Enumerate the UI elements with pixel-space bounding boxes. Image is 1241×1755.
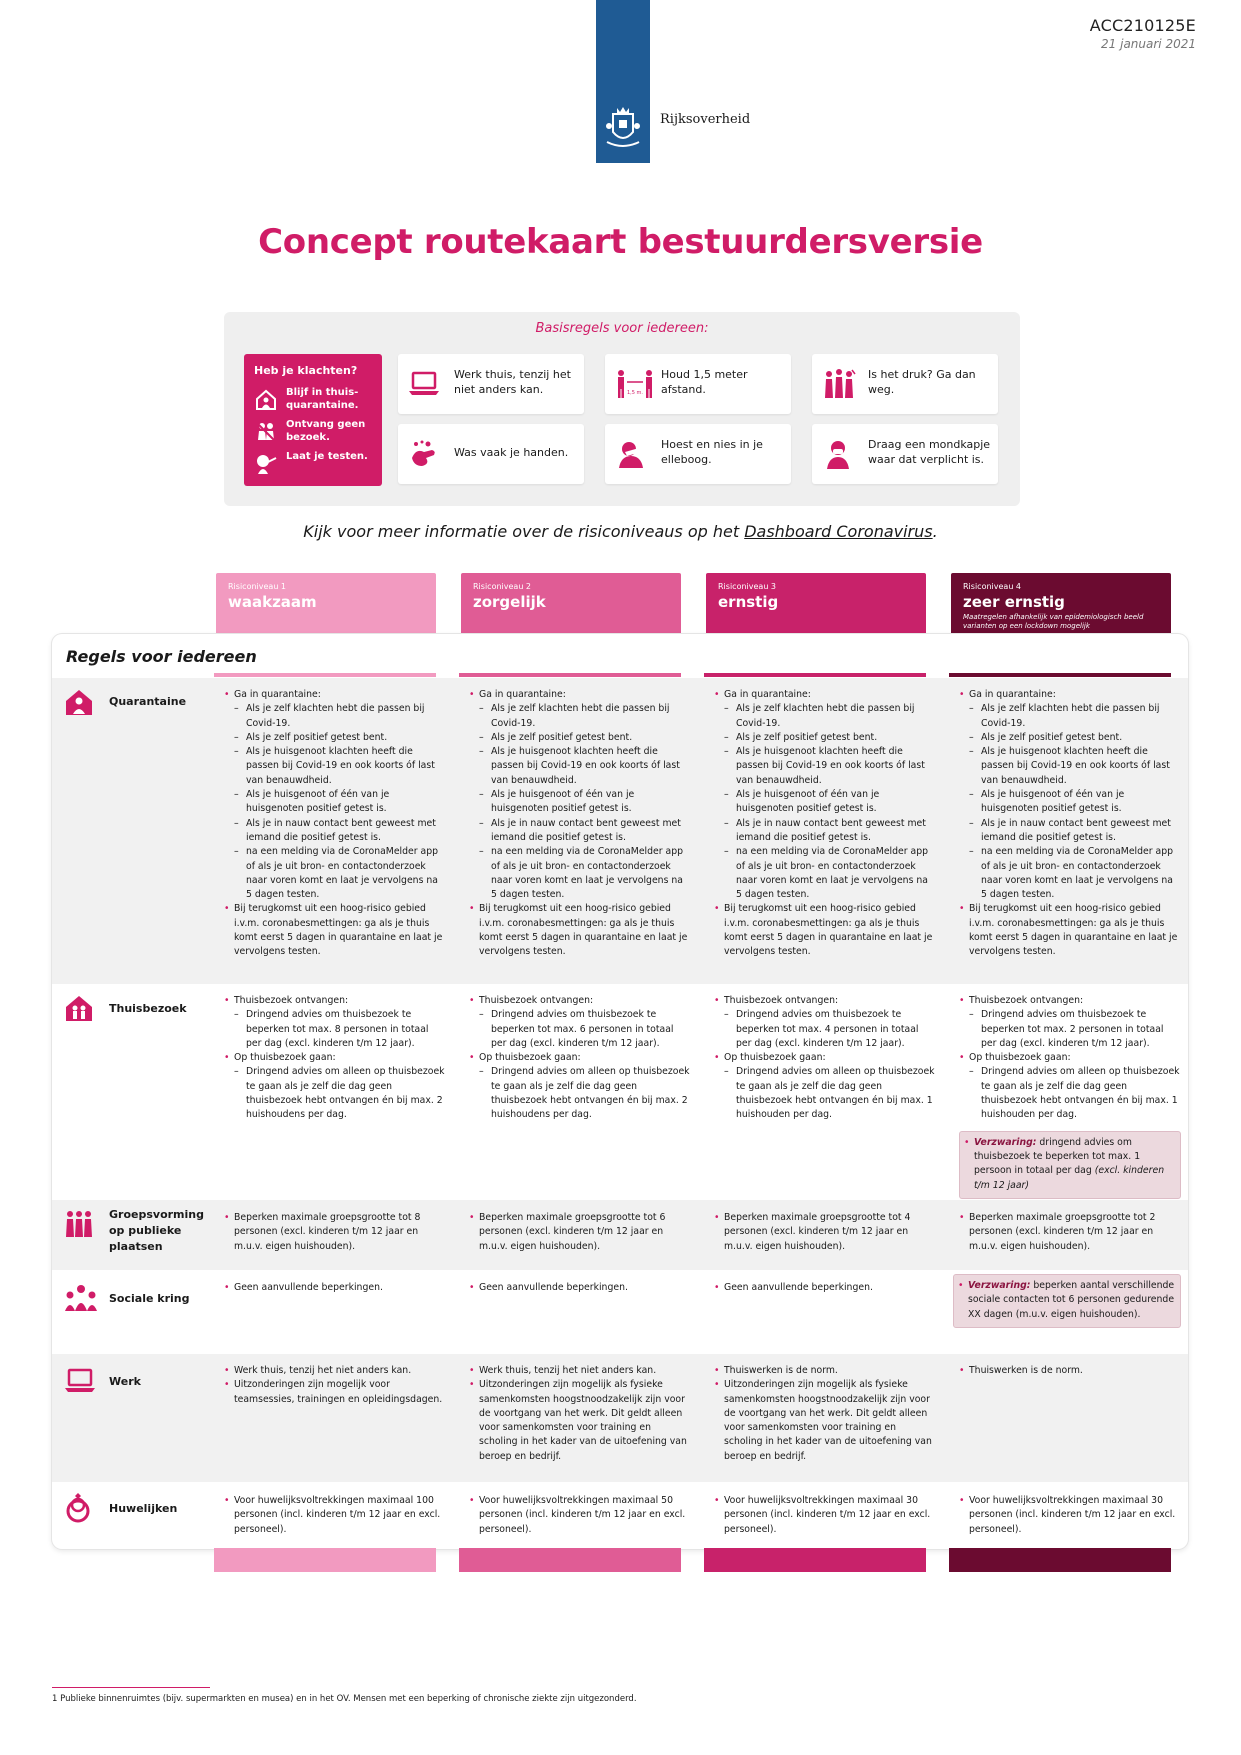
list-item: • Geen aanvullende beperkingen. (224, 1281, 446, 1295)
rule-tile-sneeze (605, 424, 791, 484)
list-item: – Als je huisgenoot klachten heeft die passen bij Covid-19 en ook koorts óf last van benauwdheid. (224, 745, 446, 788)
list-item: • Thuisbezoek ontvangen: (469, 994, 691, 1008)
list-item: – na een melding via de CoronaMelder app of als je uit bron- en contactonderzoek naar voren komt en laat je vervolgens na 5 dagen testen. (469, 845, 691, 902)
list-item: • Voor huwelijksvoltrekkingen maximaal 30 personen (incl. kinderen t/m 12 jaar en excl. personeel). (714, 1494, 936, 1537)
list-item: – Dringend advies om thuisbezoek te beperken tot max. 6 personen in totaal per dag (excl. kinderen t/m 12 jaar). (469, 1008, 691, 1051)
rule-tile-wash-hands (398, 424, 584, 484)
level-name: waakzaam (228, 593, 317, 611)
level-header-1 (216, 573, 436, 637)
level-name: ernstig (718, 593, 779, 611)
rule-tile-crowd (812, 354, 998, 414)
level-band-2 (459, 673, 681, 677)
list-item: – Als je huisgenoot klachten heeft die passen bij Covid-19 en ook koorts óf last van benauwdheid. (714, 745, 936, 788)
list-item: • Ga in quarantaine: (224, 688, 446, 702)
row-label-huwelijken: Huwelijken (109, 1502, 178, 1515)
list-item: • Ga in quarantaine: (469, 688, 691, 702)
row-label-thuisbezoek: Thuisbezoek (109, 1002, 187, 1015)
quarantaine-cell-1 (224, 688, 446, 960)
list-item: – Als je zelf positief getest bent. (469, 731, 691, 745)
list-item: – Als je zelf positief getest bent. (714, 731, 936, 745)
thuisbezoek-cell-2 (469, 994, 691, 1123)
list-item: • Bij terugkomst uit een hoog-risico gebied i.v.m. coronabesmettingen: ga als je thuis komt eerst 5 dagen in quarantaine en laat je vervolgens testen. (714, 902, 936, 959)
complaints-item-quarantine (254, 386, 374, 414)
list-item: – Als je zelf klachten hebt die passen bij Covid-19. (714, 702, 936, 731)
list-item: • Thuisbezoek ontvangen: (959, 994, 1181, 1008)
list-item: – Dringend advies om alleen op thuisbezoek te gaan als je zelf die dag geen thuisbezoek hebt ontvangen én bij max. 1 huishouden per dag. (959, 1065, 1181, 1122)
level-footer-band-1 (214, 1548, 436, 1572)
list-item: • Voor huwelijksvoltrekkingen maximaal 50 personen (incl. kinderen t/m 12 jaar en excl. personeel). (469, 1494, 691, 1537)
level-header-3 (706, 573, 926, 637)
list-item: • Beperken maximale groepsgrootte tot 2 personen (excl. kinderen t/m 12 jaar en m.u.v. eigen huishouden). (959, 1211, 1181, 1254)
sociale-kring-cell-3 (714, 1281, 936, 1295)
list-item: – Als je zelf positief getest bent. (224, 731, 446, 745)
rule-tile-text: Was vaak je handen. (454, 446, 569, 459)
list-item: • Op thuisbezoek gaan: (714, 1051, 936, 1065)
face-mask-icon (822, 438, 854, 470)
list-item: – Als je huisgenoot of één van je huisgenoten positief getest is. (959, 788, 1181, 817)
basic-rules-title: Basisregels voor iedereen: (535, 321, 709, 336)
level-footer-band-2 (459, 1548, 681, 1572)
wedding-rings-icon (64, 1493, 92, 1523)
huwelijken-cell-1 (224, 1494, 446, 1537)
complaints-item-label: Blijf in thuis-quarantaine. (286, 387, 359, 411)
footnote: 1 Publieke binnenruimtes (bijv. supermarkten en musea) en in het OV. Mensen met een beperking of chronische ziekte zijn uitgezonderd. (52, 1694, 637, 1704)
list-item: – Dringend advies om alleen op thuisbezoek te gaan als je zelf die dag geen thuisbezoek hebt ontvangen én bij max. 1 huishouden per dag. (714, 1065, 936, 1122)
list-item: – Als je huisgenoot klachten heeft die passen bij Covid-19 en ook koorts óf last van benauwdheid. (469, 745, 691, 788)
document-reference (1090, 16, 1196, 51)
list-item: – Als je huisgenoot of één van je huisgenoten positief getest is. (469, 788, 691, 817)
groepsvorming-cell-2 (469, 1211, 691, 1254)
verzwaring-label: Verzwaring: (968, 1280, 1031, 1291)
list-item: – na een melding via de CoronaMelder app of als je uit bron- en contactonderzoek naar voren komt en laat je vervolgens na 5 dagen testen. (714, 845, 936, 902)
list-item: • Op thuisbezoek gaan: (224, 1051, 446, 1065)
list-item: • Uitzonderingen zijn mogelijk als fysieke samenkomsten hoogstnoodzakelijk zijn voor de voortgang van het werk. Dit geldt alleen voor samenkomsten voor training en scholing in het kader van de uitoefening van beroep en bedrijf. (714, 1378, 936, 1464)
list-item: • Thuisbezoek ontvangen: (714, 994, 936, 1008)
rule-tile-text: Hoest en nies in je elleboog. (661, 438, 763, 466)
list-item: – Als je in nauw contact bent geweest met iemand die positief getest is. (469, 817, 691, 846)
list-item: • Uitzonderingen zijn mogelijk als fysieke samenkomsten hoogstnoodzakelijk zijn voor de voortgang van het werk. Dit geldt alleen voor samenkomsten voor training en scholing in het kader van de uitoefening van beroep en bedrijf. (469, 1378, 691, 1464)
list-item: • Op thuisbezoek gaan: (959, 1051, 1181, 1065)
list-item: • Bij terugkomst uit een hoog-risico gebied i.v.m. coronabesmettingen: ga als je thuis komt eerst 5 dagen in quarantaine en laat je vervolgens testen. (224, 902, 446, 959)
logo-text: Rijksoverheid (660, 112, 751, 127)
row-label-werk: Werk (109, 1375, 141, 1388)
rule-tile-text: Draag een mondkapje waar dat verplicht is. (868, 438, 991, 466)
sociale-kring-cell-1 (224, 1281, 446, 1295)
thuisbezoek-cell-1 (224, 994, 446, 1123)
list-item: • Geen aanvullende beperkingen. (714, 1281, 936, 1295)
laptop-icon (408, 368, 440, 398)
basic-rules-panel (224, 312, 1020, 506)
complaints-box (244, 354, 382, 486)
list-item: • Voor huwelijksvoltrekkingen maximaal 30 personen (incl. kinderen t/m 12 jaar en excl. personeel). (959, 1494, 1181, 1537)
list-item: – Dringend advies om alleen op thuisbezoek te gaan als je zelf die dag geen thuisbezoek hebt ontvangen én bij max. 2 huishoudens per dag. (469, 1065, 691, 1122)
quarantaine-cell-2 (469, 688, 691, 960)
huwelijken-cell-4 (959, 1494, 1181, 1537)
list-item: – na een melding via de CoronaMelder app of als je uit bron- en contactonderzoek naar voren komt en laat je vervolgens na 5 dagen testen. (959, 845, 1181, 902)
thuisbezoek-verzwaring-box (959, 1131, 1181, 1199)
list-item: • Beperken maximale groepsgrootte tot 4 personen (excl. kinderen t/m 12 jaar en m.u.v. eigen huishouden). (714, 1211, 936, 1254)
test-swab-icon (254, 452, 278, 476)
werk-cell-3 (714, 1364, 936, 1464)
document-code: ACC210125E (1089, 16, 1196, 35)
info-line (0, 522, 1241, 541)
wash-hands-icon (408, 438, 440, 470)
list-item: – Als je zelf klachten hebt die passen bij Covid-19. (959, 702, 1181, 731)
list-item: • Thuisbezoek ontvangen: (224, 994, 446, 1008)
list-item: – Dringend advies om thuisbezoek te beperken tot max. 8 personen in totaal per dag (excl. kinderen t/m 12 jaar). (224, 1008, 446, 1051)
laptop-icon (64, 1365, 96, 1395)
rule-tile-work-home (398, 354, 584, 414)
level-number: Risiconiveau 2 (473, 582, 532, 591)
sociale-kring-cell-2 (469, 1281, 691, 1295)
list-item: • Op thuisbezoek gaan: (469, 1051, 691, 1065)
no-visitors-icon (254, 420, 278, 444)
list-item: – Als je zelf klachten hebt die passen bij Covid-19. (224, 702, 446, 731)
sociale-kring-verzwaring-box (953, 1274, 1181, 1328)
level-band-1 (214, 673, 436, 677)
level-band-3 (704, 673, 926, 677)
list-item: • Ga in quarantaine: (959, 688, 1181, 702)
level-header-4 (951, 573, 1171, 637)
verzwaring-note: (excl. kinderen t/m 12 jaar) (974, 1165, 1165, 1191)
quarantaine-cell-4 (959, 688, 1181, 960)
list-item: – Als je huisgenoot of één van je huisgenoten positief getest is. (714, 788, 936, 817)
groepsvorming-cell-4 (959, 1211, 1181, 1254)
row-label-sociale-kring: Sociale kring (109, 1292, 190, 1305)
verzwaring-text: beperken aantal verschillende sociale contacten tot 6 personen gedurende XX dagen (m.u.v. eigen huishouden). (968, 1280, 1175, 1320)
distance-icon (615, 368, 655, 400)
social-circle-icon (64, 1284, 98, 1312)
groepsvorming-cell-1 (224, 1211, 446, 1254)
info-prefix: Kijk voor meer informatie over de risiconiveaus op het (303, 522, 745, 541)
dashboard-link[interactable]: Dashboard Coronavirus (744, 522, 933, 541)
huwelijken-cell-2 (469, 1494, 691, 1537)
row-label-groepsvorming: Groepsvorming op publieke plaatsen (109, 1208, 204, 1253)
list-item: • Voor huwelijksvoltrekkingen maximaal 100 personen (incl. kinderen t/m 12 jaar en excl. personeel). (224, 1494, 446, 1537)
list-item: • Geen aanvullende beperkingen. (469, 1281, 691, 1295)
sociale-kring-cell-4 (953, 1274, 1181, 1328)
complaints-item-test (254, 450, 374, 478)
card-title: Regels voor iedereen (66, 647, 257, 666)
complaints-item-label: Laat je testen. (286, 451, 368, 462)
werk-cell-2 (469, 1364, 691, 1464)
rule-tile-mask (812, 424, 998, 484)
verzwaring-text: dringend advies om thuisbezoek te beperken tot max. 1 persoon in totaal per dag (974, 1136, 1141, 1177)
werk-cell-4 (959, 1364, 1181, 1378)
list-item: • Werk thuis, tenzij het niet anders kan. (224, 1364, 446, 1378)
home-visit-icon (64, 993, 94, 1023)
list-item: – Als je in nauw contact bent geweest met iemand die positief getest is. (224, 817, 446, 846)
list-item: • Ga in quarantaine: (714, 688, 936, 702)
level-name: zeer ernstig (963, 593, 1065, 611)
row-label-quarantaine: Quarantaine (109, 695, 187, 708)
quarantine-house-icon (64, 687, 94, 717)
level-band-4 (949, 673, 1171, 677)
footnote-divider (52, 1687, 210, 1688)
list-item: – Dringend advies om thuisbezoek te beperken tot max. 2 personen in totaal per dag (excl. kinderen t/m 12 jaar). (959, 1008, 1181, 1051)
list-item: – Als je zelf klachten hebt die passen bij Covid-19. (469, 702, 691, 731)
list-item: • Uitzonderingen zijn mogelijk voor teamsessies, trainingen en opleidingsdagen. (224, 1378, 446, 1407)
thuisbezoek-cell-4 (959, 994, 1181, 1199)
list-item: • Beperken maximale groepsgrootte tot 6 personen (excl. kinderen t/m 12 jaar en m.u.v. eigen huishouden). (469, 1211, 691, 1254)
rule-tile-distance (605, 354, 791, 414)
groepsvorming-cell-3 (714, 1211, 936, 1254)
huwelijken-cell-3 (714, 1494, 936, 1537)
level-note: Maatregelen afhankelijk van epidemiologisch beeld varianten op een lockdown mogelijk (963, 613, 1144, 630)
list-item: • Thuiswerken is de norm. (714, 1364, 936, 1378)
list-item: – Als je in nauw contact bent geweest met iemand die positief getest is. (714, 817, 936, 846)
level-number: Risiconiveau 4 (963, 582, 1022, 591)
level-number: Risiconiveau 1 (228, 582, 287, 591)
page-title: Concept routekaart bestuurdersversie (258, 222, 983, 262)
rule-tile-text: Werk thuis, tenzij het niet anders kan. (454, 368, 571, 396)
level-number: Risiconiveau 3 (718, 582, 777, 591)
quarantaine-cell-3 (714, 688, 936, 960)
verzwaring-label: Verzwaring: (974, 1136, 1037, 1148)
info-suffix: . (932, 522, 938, 541)
list-item: – Als je zelf positief getest bent. (959, 731, 1181, 745)
group-icon (64, 1209, 94, 1239)
level-header-2 (461, 573, 681, 637)
thuisbezoek-cell-3 (714, 994, 936, 1123)
document-date: 21 januari 2021 (1101, 37, 1196, 51)
list-item: – Dringend advies om thuisbezoek te beperken tot max. 4 personen in totaal per dag (excl. kinderen t/m 12 jaar). (714, 1008, 936, 1051)
list-item: • Bij terugkomst uit een hoog-risico gebied i.v.m. coronabesmettingen: ga als je thuis komt eerst 5 dagen in quarantaine en laat je vervolgens testen. (469, 902, 691, 959)
werk-cell-1 (224, 1364, 446, 1407)
list-item: – na een melding via de CoronaMelder app of als je uit bron- en contactonderzoek naar voren komt en laat je vervolgens na 5 dagen testen. (224, 845, 446, 902)
house-person-icon (254, 388, 278, 412)
list-item: • Werk thuis, tenzij het niet anders kan. (469, 1364, 691, 1378)
distance-icon-label: 1,5 m. (626, 390, 644, 396)
crowd-icon (822, 368, 856, 400)
list-item: – Dringend advies om alleen op thuisbezoek te gaan als je zelf die dag geen thuisbezoek hebt ontvangen én bij max. 2 huishoudens per dag. (224, 1065, 446, 1122)
level-footer-band-4 (949, 1548, 1171, 1572)
complaints-heading: Heb je klachten? (254, 364, 358, 377)
list-item: – Als je huisgenoot of één van je huisgenoten positief getest is. (224, 788, 446, 817)
rule-tile-text: Houd 1,5 meter afstand. (661, 368, 748, 396)
list-item: – Als je in nauw contact bent geweest met iemand die positief getest is. (959, 817, 1181, 846)
list-item: • Bij terugkomst uit een hoog-risico gebied i.v.m. coronabesmettingen: ga als je thuis komt eerst 5 dagen in quarantaine en laat je vervolgens testen. (959, 902, 1181, 959)
list-item: – Als je huisgenoot klachten heeft die passen bij Covid-19 en ook koorts óf last van benauwdheid. (959, 745, 1181, 788)
complaints-item-no-visit (254, 418, 374, 446)
level-name: zorgelijk (473, 593, 546, 611)
level-footer-band-3 (704, 1548, 926, 1572)
rule-tile-text: Is het druk? Ga dan weg. (868, 368, 976, 396)
coat-of-arms-icon (605, 104, 641, 150)
list-item: • Beperken maximale groepsgrootte tot 8 personen (excl. kinderen t/m 12 jaar en m.u.v. eigen huishouden). (224, 1211, 446, 1254)
list-item: • Thuiswerken is de norm. (959, 1364, 1181, 1378)
sneeze-elbow-icon (615, 438, 647, 470)
complaints-item-label: Ontvang geen bezoek. (286, 419, 366, 443)
